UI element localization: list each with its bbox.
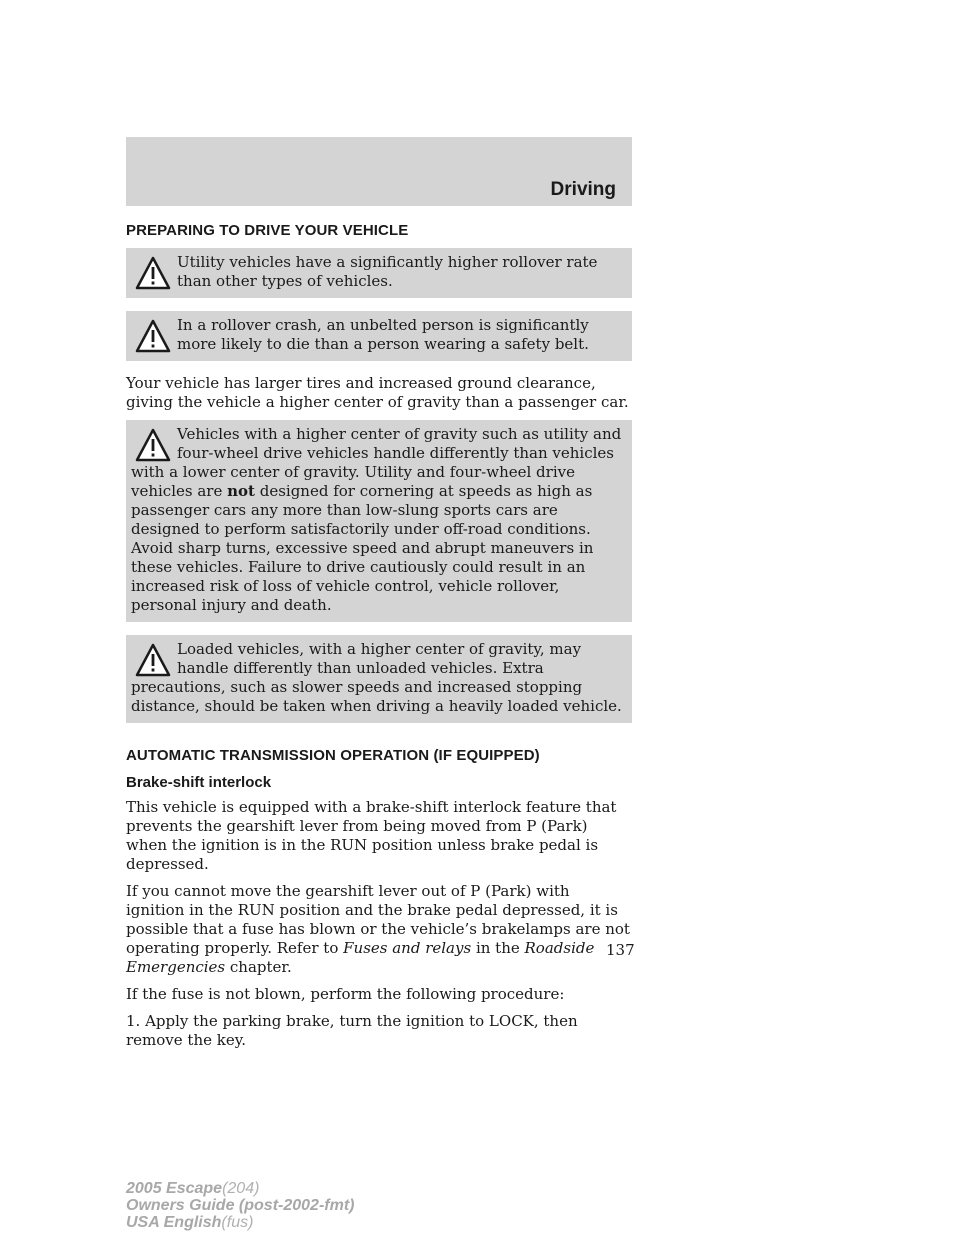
warning-text-part: designed for cornering at speeds as high as passenger cars any more than low-slung sports cars are designed to perform satisfactorily under off-road conditions. Avoid sharp turns, excessive speed and abrupt maneuvers in these vehicles. Failure to drive cautiously could result in an increased risk of loss of vehicle control, vehicle rollover, personal injury and death.	[131, 482, 594, 614]
warning-text-part: Vehicles with a higher center of gravity such as utility and four-wheel drive vehicles handle differently than vehicles with a lower center of gravity. Utility and four-wheel drive vehicles are	[131, 425, 622, 500]
body-paragraph: If the fuse is not blown, perform the following procedure:	[126, 985, 565, 1003]
page-number: 137	[606, 941, 635, 959]
warning-box	[126, 420, 632, 622]
warning-box	[126, 635, 632, 723]
text-part: chapter.	[225, 958, 292, 976]
footer-model: 2005 Escape	[126, 1180, 223, 1197]
warning-box	[126, 311, 632, 361]
warning-triangle-icon	[135, 427, 171, 463]
warning-text: Utility vehicles have a significantly higher rollover rate than other types of vehicles.	[177, 253, 598, 290]
footer-code: (204)	[222, 1180, 260, 1197]
document-footer	[126, 1180, 354, 1231]
procedure-step: 1. Apply the parking brake, turn the ignition to LOCK, then remove the key.	[126, 1012, 578, 1049]
text-part: in the	[471, 939, 525, 957]
warning-box	[126, 248, 632, 298]
body-paragraph	[126, 882, 632, 977]
chapter-title: Driving	[550, 179, 616, 200]
subheading-brake-shift: Brake-shift interlock	[126, 774, 272, 791]
footer-guide: Owners Guide (post-2002-fmt)	[126, 1197, 355, 1214]
warning-emphasis: not	[227, 482, 255, 500]
footer-language: USA English	[126, 1214, 222, 1231]
warning-text: Loaded vehicles, with a higher center of gravity, may handle differently than unloaded vehicles. Extra precautions, such as slower speeds and increased stopping distance, should be taken when driving a heavily loaded vehicle.	[131, 640, 622, 715]
footer-lang-code: (fus)	[221, 1214, 254, 1231]
warning-text: In a rollover crash, an unbelted person is significantly more likely to die than a person wearing a safety belt.	[177, 316, 589, 353]
warning-text	[131, 425, 626, 615]
text-part: If you cannot move the gearshift lever out of P (Park) with ignition in the RUN position and the brake pedal depressed, it is possible that a fuse has blown or the vehicle’s brakelamps are not operating properly. Refer to	[126, 882, 630, 957]
body-paragraph: This vehicle is equipped with a brake-shift interlock feature that prevents the gearshift lever from being moved from P (Park) when the ignition is in the RUN position unless brake pedal is depressed.	[126, 798, 617, 873]
chapter-header	[126, 137, 632, 206]
section-heading-transmission: AUTOMATIC TRANSMISSION OPERATION (IF EQUIPPED)	[126, 747, 540, 764]
warning-triangle-icon	[135, 255, 171, 291]
section-heading-preparing: PREPARING TO DRIVE YOUR VEHICLE	[126, 222, 409, 239]
page-content	[126, 221, 632, 1058]
cross-reference: Roadside Emergencies	[126, 939, 595, 976]
warning-triangle-icon	[135, 318, 171, 354]
body-paragraph: Your vehicle has larger tires and increased ground clearance, giving the vehicle a higher center of gravity than a passenger car.	[126, 374, 629, 411]
cross-reference: Fuses and relays	[343, 939, 472, 957]
warning-triangle-icon	[135, 642, 171, 678]
